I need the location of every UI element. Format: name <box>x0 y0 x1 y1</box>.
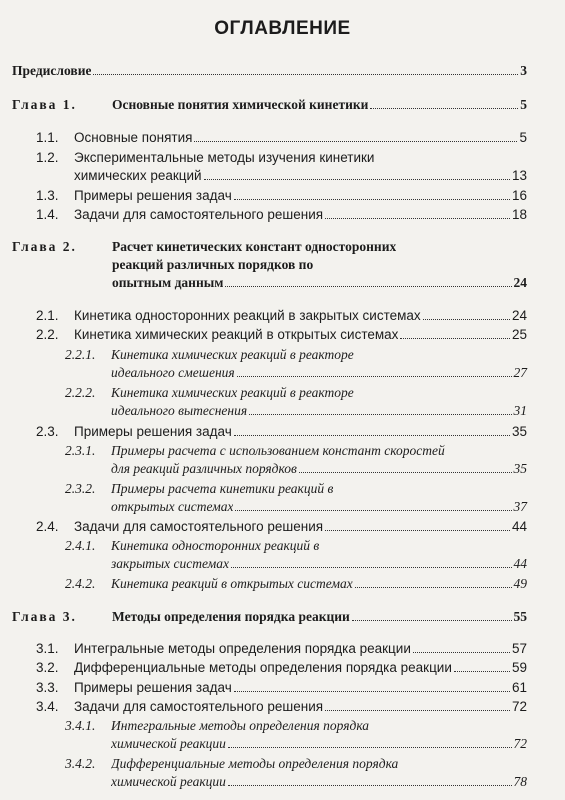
toc-entry-3-3[interactable] <box>36 680 527 696</box>
entry-page: 35 <box>511 424 527 439</box>
entry-title-line-2: открытых системах <box>111 499 234 514</box>
page-title: ОГЛАВЛЕНИЕ <box>214 18 351 39</box>
toc-entry-2-1[interactable] <box>36 308 527 324</box>
entry-title: Основные понятия <box>74 130 193 145</box>
toc-entry-2-3[interactable] <box>36 424 527 440</box>
entry-page: 16 <box>511 188 527 203</box>
leader-dots <box>249 414 511 415</box>
toc-entry-3-4-1[interactable] <box>65 718 527 752</box>
leader-dots <box>454 671 510 672</box>
toc-entry-2-3-2[interactable] <box>65 481 527 515</box>
entry-page: 59 <box>511 660 527 675</box>
entry-page: 35 <box>513 461 527 476</box>
entry-title-line-1: Кинетика химических реакций в реакторе <box>111 347 354 362</box>
entry-page: 72 <box>511 699 527 714</box>
leader-dots <box>234 691 510 692</box>
entry-title: Предисловие <box>12 63 92 78</box>
entry-title-line-1: Дифференциальные методы определения порядка <box>111 756 399 771</box>
leader-dots <box>400 338 510 339</box>
section-number: 2.2.1. <box>65 347 96 362</box>
entry-title: Кинетика реакций в открытых системах <box>111 576 353 591</box>
entry-title-line-1: Кинетика односторонних реакций в <box>111 538 320 553</box>
entry-page: 49 <box>513 576 527 591</box>
section-number: 2.4.2. <box>65 576 96 591</box>
leader-dots <box>234 199 510 200</box>
section-number: 2.1. <box>36 308 59 323</box>
entry-title-line-1: Примеры расчета кинетики реакций в <box>111 481 334 496</box>
leader-dots <box>225 286 511 287</box>
leader-dots <box>423 319 510 320</box>
toc-entry-1-1[interactable] <box>36 130 527 146</box>
chapter-title-line-1: Расчет кинетических констант односторонних <box>112 239 397 254</box>
leader-dots <box>235 510 511 511</box>
entry-page: 44 <box>513 556 527 571</box>
toc-entry-chapter-2[interactable] <box>12 239 527 291</box>
section-number: 3.2. <box>36 660 59 675</box>
section-number: 3.4. <box>36 699 59 714</box>
toc-entry-1-3[interactable] <box>36 188 527 204</box>
entry-page: 78 <box>513 774 527 789</box>
leader-dots <box>234 435 510 436</box>
toc-entry-3-4[interactable] <box>36 699 527 715</box>
entry-title: Задачи для самостоятельного решения <box>74 519 324 534</box>
leader-dots <box>325 710 510 711</box>
leader-dots <box>370 108 518 109</box>
toc-entry-3-2[interactable] <box>36 660 527 676</box>
chapter-number: Глава 3. <box>12 609 77 624</box>
entry-page: 5 <box>520 97 527 112</box>
entry-title-line-2: идеального вытеснения <box>111 403 248 418</box>
section-number: 2.2.2. <box>65 385 96 400</box>
entry-page: 72 <box>513 736 527 751</box>
chapter-title: Методы определения порядка реакции <box>112 609 350 624</box>
entry-title-line-2: закрытых системах <box>111 556 229 571</box>
leader-dots <box>228 785 512 786</box>
entry-title: Задачи для самостоятельного решения <box>74 207 324 222</box>
entry-title-line-1: Примеры расчета с использованием констант скоростей <box>111 443 445 458</box>
leader-dots <box>194 141 517 142</box>
entry-page: 3 <box>520 63 527 78</box>
toc-entry-2-4-1[interactable] <box>65 538 527 572</box>
leader-dots <box>325 218 510 219</box>
entry-title: Кинетика химических реакций в открытых системах <box>74 327 399 342</box>
entry-title: Кинетика односторонних реакций в закрытых системах <box>74 308 421 323</box>
entry-title-line-1: Интегральные методы определения порядка <box>111 718 370 733</box>
entry-title: Примеры решения задач <box>74 680 232 695</box>
entry-title-line-2: химической реакции <box>111 736 226 751</box>
entry-page: 24 <box>511 308 527 323</box>
section-number: 3.3. <box>36 680 59 695</box>
leader-dots <box>228 747 512 748</box>
leader-dots <box>231 567 512 568</box>
entry-title-line-2: химических реакций <box>74 168 202 183</box>
entry-page: 18 <box>511 207 527 222</box>
entry-page: 31 <box>513 403 527 418</box>
entry-page: 25 <box>511 327 527 342</box>
toc-entry-2-3-1[interactable] <box>65 443 527 477</box>
section-number: 2.2. <box>36 327 59 342</box>
section-number: 2.3.2. <box>65 481 96 496</box>
section-number: 3.4.1. <box>65 718 96 733</box>
entry-page: 24 <box>513 275 527 290</box>
chapter-title-line-2: реакций различных порядков по <box>112 257 314 272</box>
chapter-title: Основные понятия химической кинетики <box>112 97 369 112</box>
entry-title: Интегральные методы определения порядка реакции <box>74 641 411 656</box>
leader-dots <box>355 587 512 588</box>
entry-title: Примеры решения задач <box>74 188 232 203</box>
leader-dots <box>204 179 510 180</box>
section-number: 3.4.2. <box>65 756 96 771</box>
section-number: 1.3. <box>36 188 59 203</box>
entry-title: Задачи для самостоятельного решения <box>74 699 324 714</box>
toc-entry-3-4-2[interactable] <box>65 756 527 790</box>
entry-title-line-2: для реакций различных порядков <box>111 461 297 476</box>
entry-page: 37 <box>513 499 527 514</box>
section-number: 1.1. <box>36 130 59 145</box>
entry-title-line-1: Экспериментальные методы изучения кинетики <box>74 150 375 165</box>
toc-entry-2-4-2[interactable] <box>65 576 527 592</box>
section-number: 2.3. <box>36 424 59 439</box>
toc-entry-2-2-1[interactable] <box>65 347 527 381</box>
leader-dots <box>325 530 510 531</box>
toc-entry-2-2[interactable] <box>36 327 527 343</box>
leader-dots <box>413 652 510 653</box>
toc-entry-chapter-3[interactable] <box>12 609 527 625</box>
toc-entry-preface[interactable] <box>12 63 527 79</box>
entry-page: 55 <box>513 609 527 624</box>
entry-page: 5 <box>519 130 527 145</box>
toc-entry-3-1[interactable] <box>36 641 527 657</box>
leader-dots <box>352 620 512 621</box>
section-number: 3.1. <box>36 641 59 656</box>
chapter-number: Глава 2. <box>12 239 77 254</box>
toc-entry-2-4[interactable] <box>36 519 527 535</box>
chapter-number: Глава 1. <box>12 97 77 112</box>
entry-page: 61 <box>511 680 527 695</box>
entry-title-line-1: Кинетика химических реакций в реакторе <box>111 385 354 400</box>
toc-entry-chapter-1[interactable] <box>12 97 527 113</box>
leader-dots <box>237 376 512 377</box>
chapter-title-line-3: опытным данным <box>112 275 224 290</box>
section-number: 1.4. <box>36 207 59 222</box>
entry-title-line-2: идеального смешения <box>111 365 235 380</box>
leader-dots <box>93 74 518 75</box>
leader-dots <box>299 472 512 473</box>
entry-page: 44 <box>511 519 527 534</box>
entry-title: Дифференциальные методы определения порядка реакции <box>74 660 452 675</box>
entry-title: Примеры решения задач <box>74 424 232 439</box>
entry-page: 13 <box>511 168 527 183</box>
entry-title-line-2: химической реакции <box>111 774 226 789</box>
toc-entry-1-4[interactable] <box>36 207 527 223</box>
section-number: 2.4.1. <box>65 538 96 553</box>
entry-page: 27 <box>513 365 527 380</box>
section-number: 2.3.1. <box>65 443 96 458</box>
toc-entry-2-2-2[interactable] <box>65 385 527 419</box>
section-number: 1.2. <box>36 150 59 165</box>
section-number: 2.4. <box>36 519 59 534</box>
entry-page: 57 <box>511 641 527 656</box>
toc-entry-1-2[interactable] <box>36 150 527 184</box>
